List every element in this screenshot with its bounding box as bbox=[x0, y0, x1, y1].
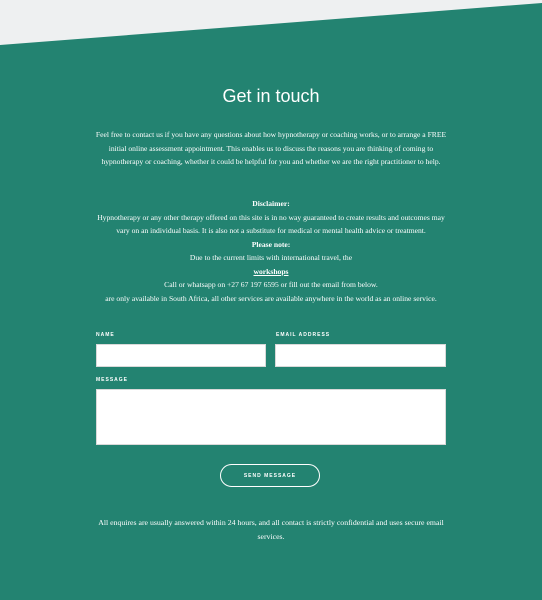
notes-block bbox=[92, 197, 450, 305]
note-line-call: Call or whatsapp on +27 67 197 6595 or fill out the email from below. bbox=[164, 280, 378, 289]
footer-note: All enquires are usually answered within 24 hours, and all contact is strictly confidential and uses secure email services. bbox=[98, 518, 444, 541]
email-input[interactable] bbox=[275, 344, 446, 367]
note-line-travel: Due to the current limits with international travel, the bbox=[189, 253, 353, 262]
note-line-availability: are only available in South Africa, all other services are available anywhere in the world as an online service. bbox=[105, 293, 437, 303]
name-label: NAME bbox=[96, 332, 115, 338]
message-textarea[interactable] bbox=[96, 389, 446, 445]
workshops-link[interactable]: workshops bbox=[253, 266, 289, 276]
page-title: Get in touch bbox=[222, 86, 320, 106]
note-heading: Please note: bbox=[251, 239, 291, 249]
message-label: MESSAGE bbox=[96, 377, 129, 383]
email-label: EMAIL ADDRESS bbox=[276, 332, 331, 338]
name-input[interactable] bbox=[96, 344, 266, 367]
disclaimer-text: Hypnotherapy or any other therapy offered on this site is in no way guaranteed to create results and outcomes may vary on an individual basis. It is also not a substitute for medical or mental health advice or treatment. bbox=[97, 212, 445, 235]
intro-paragraph: Feel free to contact us if you have any questions about how hypnotherapy or coaching works, or to arrange a FREE initial online assessment appointment. This enables us to discuss the reasons you are thinking of coming to hypnotherapy or coaching, whether it could be helpful for you and whether we are the right practitioner to help. bbox=[95, 130, 447, 166]
disclaimer-heading: Disclaimer: bbox=[252, 199, 290, 208]
send-message-button[interactable]: SEND MESSAGE bbox=[220, 464, 320, 487]
